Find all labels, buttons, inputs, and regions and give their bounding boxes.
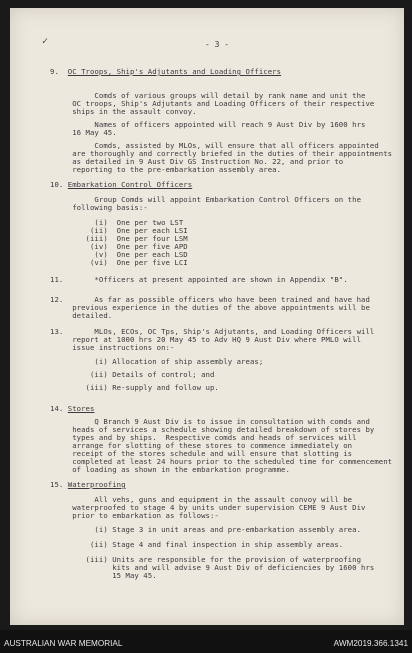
document-line: 13. MLOs, ECOs, OC Tps, Ship's Adjutants, and Loading Officers will bbox=[50, 327, 375, 336]
section-heading: 10. Embarkation Control Officers bbox=[50, 180, 193, 189]
document-line: (iii) Re-supply and follow up. bbox=[50, 383, 219, 392]
document-line: (ii) Stage 4 and final inspection in ship assembly areas. bbox=[50, 540, 344, 549]
document-line: as detailed in 9 Aust Div GS Instruction No. 22, and prior to bbox=[50, 157, 344, 166]
document-line: Group Comds will appoint Embarkation Control Officers on the bbox=[50, 195, 362, 204]
footer-accession-number: AWM2019.366.1341 bbox=[333, 639, 408, 648]
document-line: following basis:- bbox=[50, 203, 148, 212]
document-line: heads of services a schedule showing detailed breakdown of stores by bbox=[50, 425, 375, 434]
document-line: (iv) One per five APD bbox=[50, 242, 188, 251]
document-line: kits and will advise 9 Aust Div of deficiencies by 1600 hrs bbox=[50, 563, 375, 572]
document-line: 11. *Officers at present appointed are shown in Appendix "B". bbox=[50, 275, 348, 284]
document-line: 15 May 45. bbox=[50, 571, 157, 580]
document-page bbox=[10, 8, 404, 625]
document-line: (ii) Details of control; and bbox=[50, 370, 215, 379]
document-line: receipt of the stores schedule and will ensure that slotting is bbox=[50, 449, 353, 458]
page-number: - 3 - bbox=[205, 40, 230, 49]
footer-institution: AUSTRALIAN WAR MEMORIAL bbox=[4, 639, 123, 648]
document-line: Names of officers appointed will reach 9 Aust Div by 1600 hrs bbox=[50, 120, 366, 129]
document-line: waterproofed to stage 4 by units under supervision CEME 9 Aust Div bbox=[50, 503, 366, 512]
document-line: ships in the assault convoy. bbox=[50, 107, 197, 116]
document-line: report at 1000 hrs 20 May 45 to Adv HQ 9 Aust Div where PMLO will bbox=[50, 335, 362, 344]
document-line: (ii) One per each LSI bbox=[50, 226, 188, 235]
section-heading: 15. Waterproofing bbox=[50, 480, 126, 489]
document-line: are thoroughly and correctly briefed in the duties of their appointments bbox=[50, 149, 393, 158]
document-line: prior to embarkation as follows:- bbox=[50, 511, 219, 520]
document-line: (i) One per two LST bbox=[50, 218, 184, 227]
document-line: detailed. bbox=[50, 311, 113, 320]
document-line: All vehs, guns and equipment in the assault convoy will be bbox=[50, 495, 353, 504]
section-heading: 14. Stores bbox=[50, 404, 95, 413]
document-line: issue instructions on:- bbox=[50, 343, 175, 352]
document-line: OC troops, Ship's Adjutants and Loading Officers of their respective bbox=[50, 99, 375, 108]
document-line: 16 May 45. bbox=[50, 128, 117, 137]
document-line: (v) One per each LSD bbox=[50, 250, 188, 259]
document-line: (iii) One per four LSM bbox=[50, 234, 188, 243]
document-line: reporting to the pre-embarkation assembly area. bbox=[50, 165, 282, 174]
handwritten-mark: ✓ bbox=[42, 36, 49, 47]
document-line: (i) Stage 3 in unit areas and pre-embarkation assembly area. bbox=[50, 525, 362, 534]
document-line: Comds, assisted by MLOs, will ensure that all officers appointed bbox=[50, 141, 379, 150]
footer-bar bbox=[0, 630, 412, 653]
document-line: (iii) Units are responsible for the provision of waterproofing bbox=[50, 555, 362, 564]
document-line: (i) Allocation of ship assembly areas; bbox=[50, 357, 264, 366]
document-line: types and by ships. Respective comds and heads of services will bbox=[50, 433, 357, 442]
document-line: of loading as shown in the embarkation programme. bbox=[50, 465, 290, 474]
document-line: previous experience in the duties of the above appointments will be bbox=[50, 303, 370, 312]
section-heading: 9. OC Troops, Ship's Adjutants and Loading Officers bbox=[50, 67, 282, 76]
document-line: 12. As far as possible officers who have been trained and have had bbox=[50, 295, 370, 304]
document-line: arrange for slotting of these stores to commence immediately on bbox=[50, 441, 353, 450]
document-line: completed at least 24 hours prior to the scheduled time for commencement bbox=[50, 457, 393, 466]
document-line: Comds of various groups will detail by rank name and unit the bbox=[50, 91, 366, 100]
document-line: (vi) One per five LCI bbox=[50, 258, 188, 267]
document-line: Q Branch 9 Aust Div is to issue in consultation with comds and bbox=[50, 417, 370, 426]
